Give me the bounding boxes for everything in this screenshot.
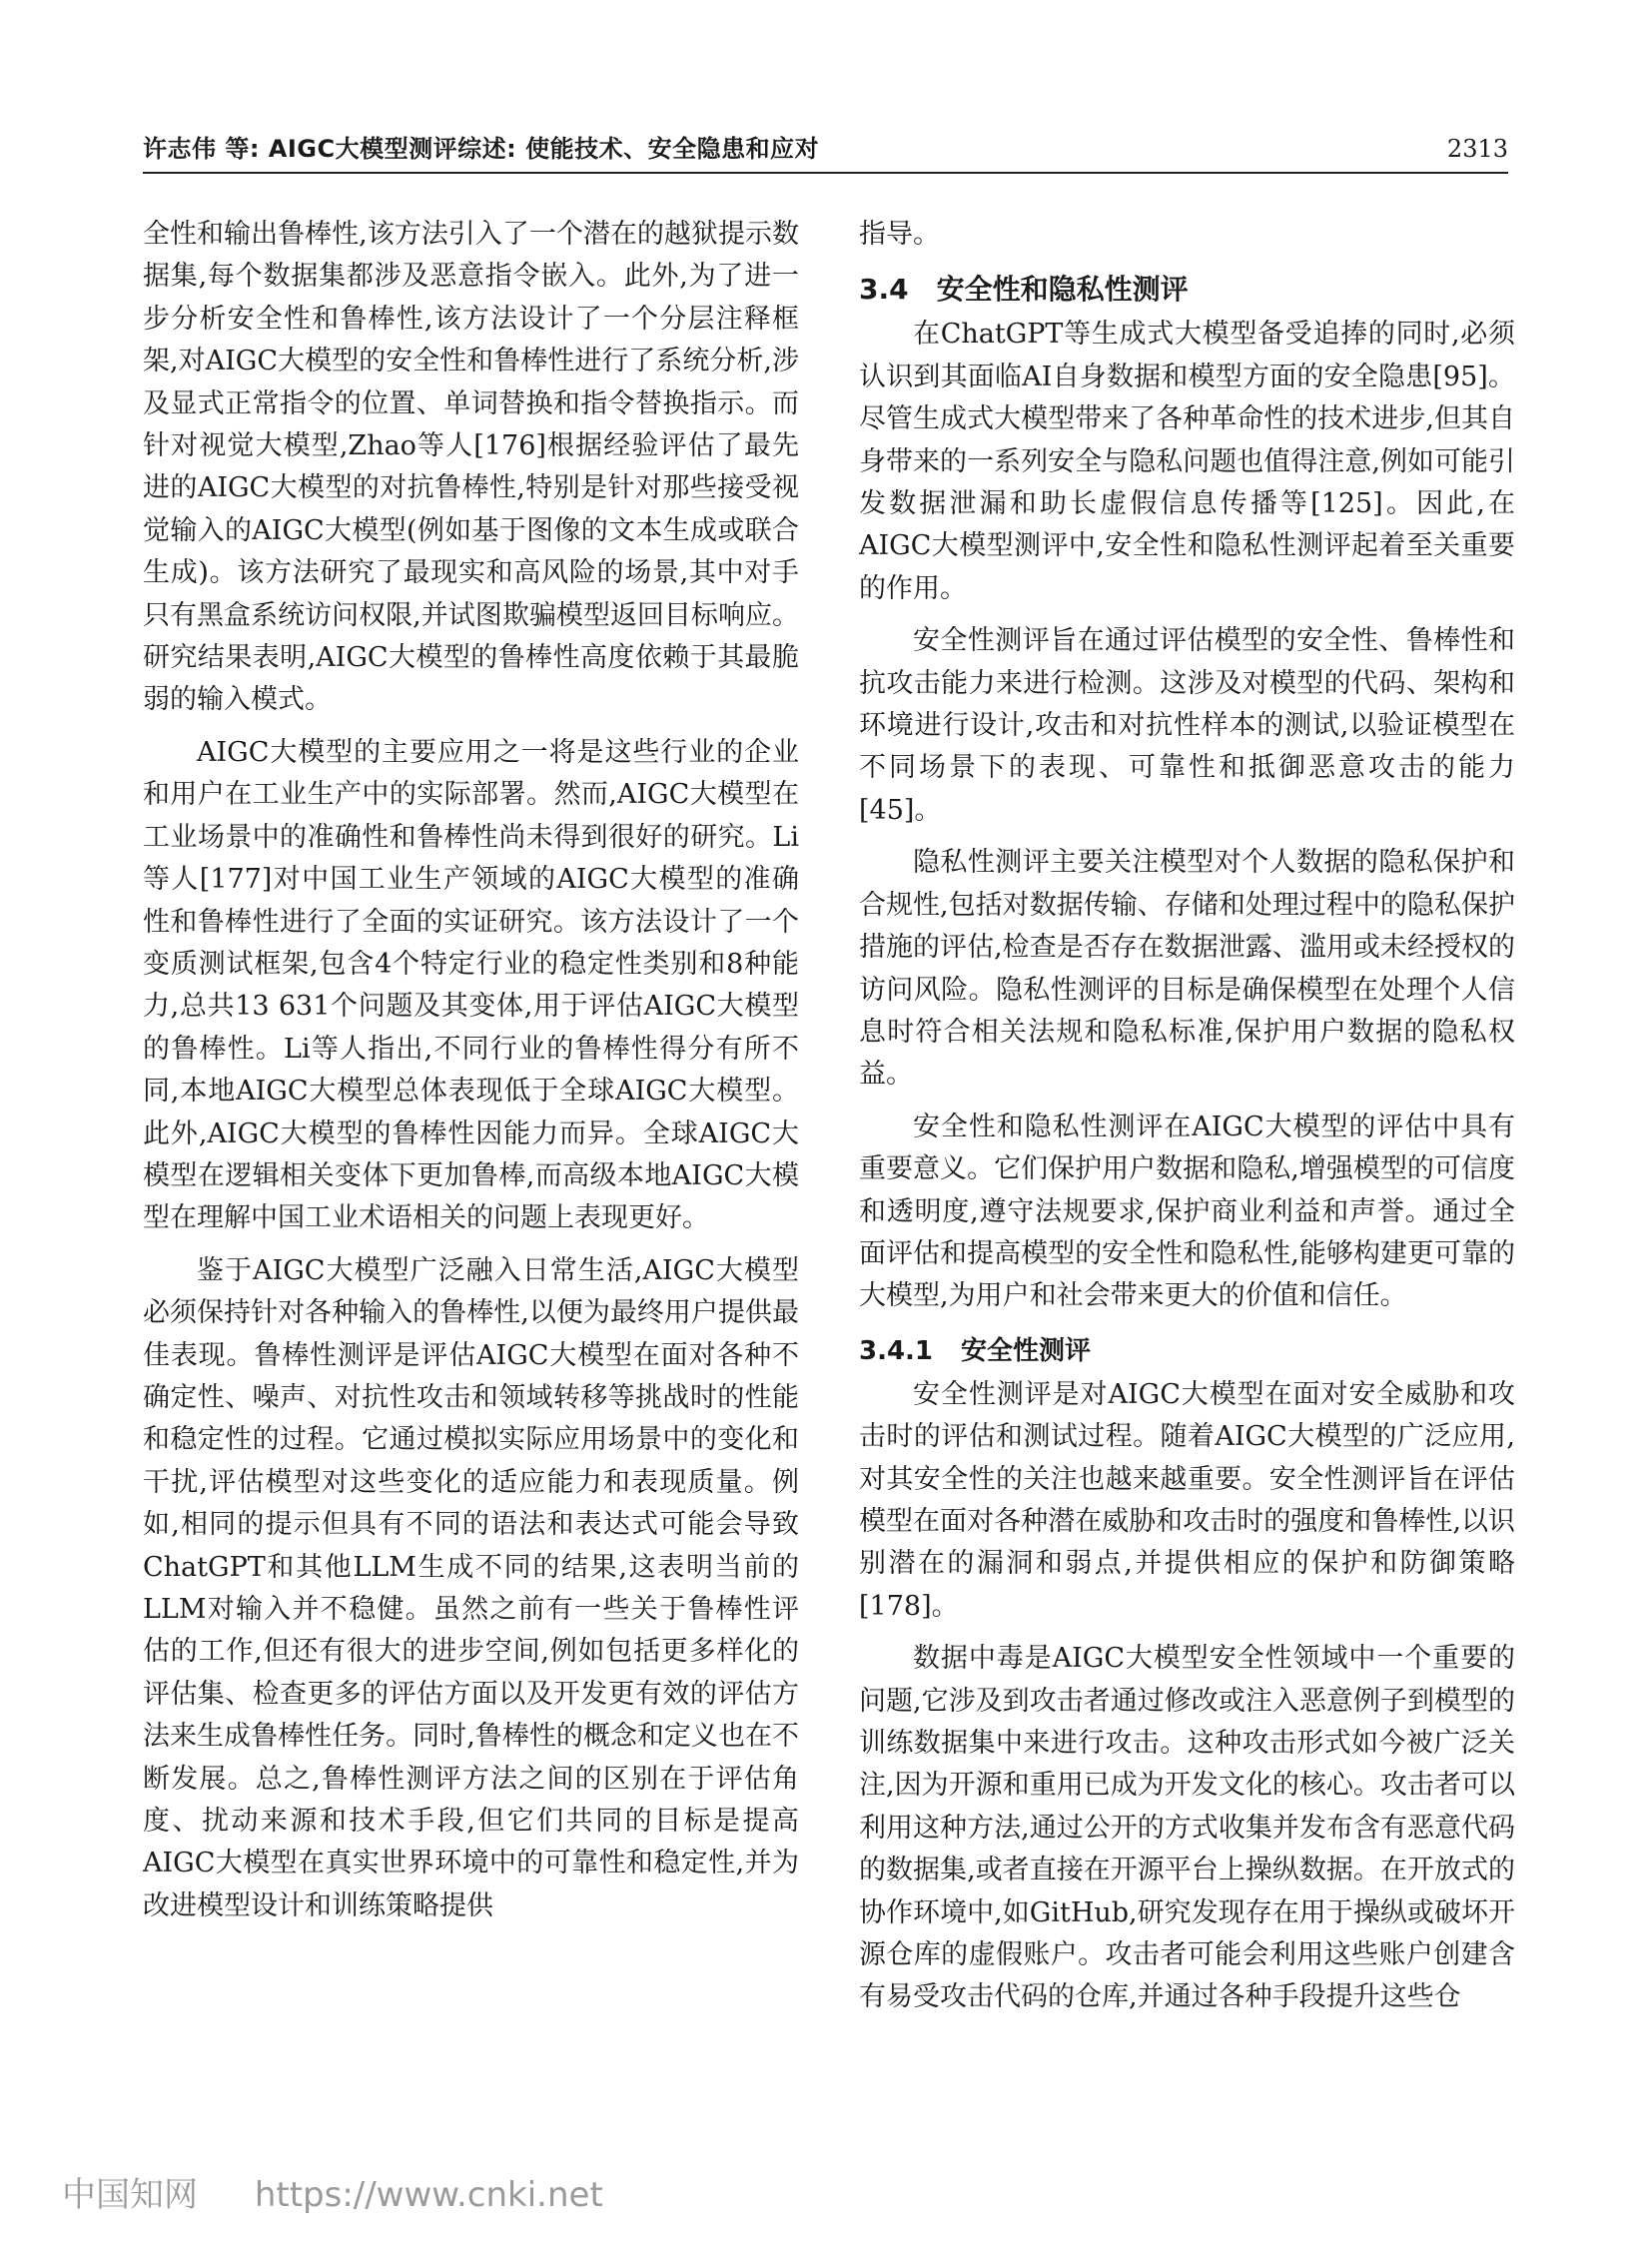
section-title: 安全性和隐私性测评 [936,273,1189,307]
page-number: 2313 [1446,135,1508,163]
paragraph: 安全性测评是对AIGC大模型在面对安全威胁和攻击时的评估和测试过程。随着AIGC大模型的广泛应用,对其安全性的关注也越来越重要。安全性测评旨在评估模型在面对各种潜在威胁和攻击时的强度和鲁棒性,以识别潜在的漏洞和弱点,并提供相应的保护和防御策略[178]。 [859,1378,1515,1622]
subsection-number: 3.4.1 [859,1335,934,1366]
running-title: 许志伟 等: AIGC大模型测评综述: 使能技术、安全隐患和应对 [143,135,820,163]
subsection-title: 安全性测评 [961,1335,1092,1366]
paragraph: AIGC大模型的主要应用之一将是这些行业的企业和用户在工业生产中的实际部署。然而,AIGC大模型在工业场景中的准确性和鲁棒性尚未得到很好的研究。Li等人[177]对中国工业生产领域的AIGC大模型的准确性和鲁棒性进行了全面的实证研究。该方法设计了一个变质测试框架,包含4个特定行业的稳定性类别和8种能力,总共13 631个问题及其变体,用于评估AIGC大模型的鲁棒性。Li等人指出,不同行业的鲁棒性得分有所不同,本地AIGC大模型总体表现低于全球AIGC大模型。此外,AIGC大模型的鲁棒性因能力而异。全球AIGC大模型在逻辑相关变体下更加鲁棒,而高级本地AIGC大模型在理解中国工业术语相关的问题上表现更好。 [143,736,799,1234]
paragraph: 鉴于AIGC大模型广泛融入日常生活,AIGC大模型必须保持针对各种输入的鲁棒性,以便为最终用户提供最佳表现。鲁棒性测评是评估AIGC大模型在面对各种不确定性、噪声、对抗性攻击和领域转移等挑战时的性能和稳定性的过程。它通过模拟实际应用场景中的变化和干扰,评估模型对这些变化的适应能力和表现质量。例如,相同的提示但具有不同的语法和表达式可能会导致ChatGPT和其他LLM生成不同的结果,这表明当前的LLM对输入并不稳健。虽然之前有一些关于鲁棒性评估的工作,但还有很大的进步空间,例如包括更多样化的评估集、检查更多的评估方面以及开发更有效的评估方法来生成鲁棒性任务。同时,鲁棒性的概念和定义也在不断发展。总之,鲁棒性测评方法之间的区别在于评估角度、扰动来源和技术手段,但它们共同的目标是提高AIGC大模型在真实世界环境中的可靠性和稳定性,并为改进模型设计和训练策略提供 [143,1254,799,1921]
section-number: 3.4 [859,273,909,307]
paragraph-continuation: 指导。 [859,219,940,250]
paragraph: 在ChatGPT等生成式大模型备受追捧的同时,必须认识到其面临AI自身数据和模型方面的安全隐患[95]。尽管生成式大模型带来了各种革命性的技术进步,但其自身带来的一系列安全与隐私问题也值得注意,例如可能引发数据泄漏和助长虚假信息传播等[125]。因此,在AIGC大模型测评中,安全性和隐私性测评起着至关重要的作用。 [859,319,1515,604]
site-url: https://www.cnki.net [254,2175,603,2215]
paragraph: 隐私性测评主要关注模型对个人数据的隐私保护和合规性,包括对数据传输、存储和处理过程中的隐私保护措施的评估,检查是否存在数据泄露、滥用或未经授权的访问风险。隐私性测评的目标是确保模型在处理个人信息时符合相关法规和隐私标准,保护用户数据的隐私权益。 [859,847,1515,1091]
paragraph: 数据中毒是AIGC大模型安全性领域中一个重要的问题,它涉及到攻击者通过修改或注入恶意例子到模型的训练数据集中来进行攻击。这种攻击形式如今被广泛关注,因为开源和重用已成为开发文化的核心。攻击者可以利用这种方法,通过公开的方式收集并发布含有恶意代码的数据集,或者直接在开源平台上操纵数据。在开放式的协作环境中,如GitHub,研究发现存在用于操纵或破坏开源仓库的虚假账户。攻击者可能会利用这些账户创建含有易受攻击代码的仓库,并通过各种手段提升这些仓 [859,1643,1515,2013]
paragraph: 安全性测评旨在通过评估模型的安全性、鲁棒性和抗攻击能力来进行检测。这涉及对模型的代码、架构和环境进行设计,攻击和对抗性样本的测试,以验证模型在不同场景下的表现、可靠性和抵御恶意攻击的能力[45]。 [859,625,1515,826]
left-column [143,214,799,1937]
site-name: 中国知网 [62,2175,198,2215]
running-header [143,132,1508,174]
right-column [859,214,1515,2029]
section-heading [859,266,1515,314]
paragraph: 全性和输出鲁棒性,该方法引入了一个潜在的越狱提示数据集,每个数据集都涉及恶意指令嵌入。此外,为了进一步分析安全性和鲁棒性,该方法设计了一个分层注释框架,对AIGC大模型的安全性和鲁棒性进行了系统分析,涉及显式正常指令的位置、单词替换和指令替换指示。而针对视觉大模型,Zhao等人[176]根据经验评估了最先进的AIGC大模型的对抗鲁棒性,特别是针对那些接受视觉输入的AIGC大模型(例如基于图像的文本生成或联合生成)。该方法研究了最现实和高风险的场景,其中对手只有黑盒系统访问权限,并试图欺骗模型返回目标响应。研究结果表明,AIGC大模型的鲁棒性高度依赖于其最脆弱的输入模式。 [143,219,799,716]
paragraph: 安全性和隐私性测评在AIGC大模型的评估中具有重要意义。它们保护用户数据和隐私,增强模型的可信度和透明度,遵守法规要求,保护商业利益和声誉。通过全面评估和提高模型的安全性和隐私性,能够构建更可靠的大模型,为用户和社会带来更大的价值和信任。 [859,1111,1515,1312]
watermark-footer [62,2167,603,2216]
subsection-heading [859,1328,1515,1374]
